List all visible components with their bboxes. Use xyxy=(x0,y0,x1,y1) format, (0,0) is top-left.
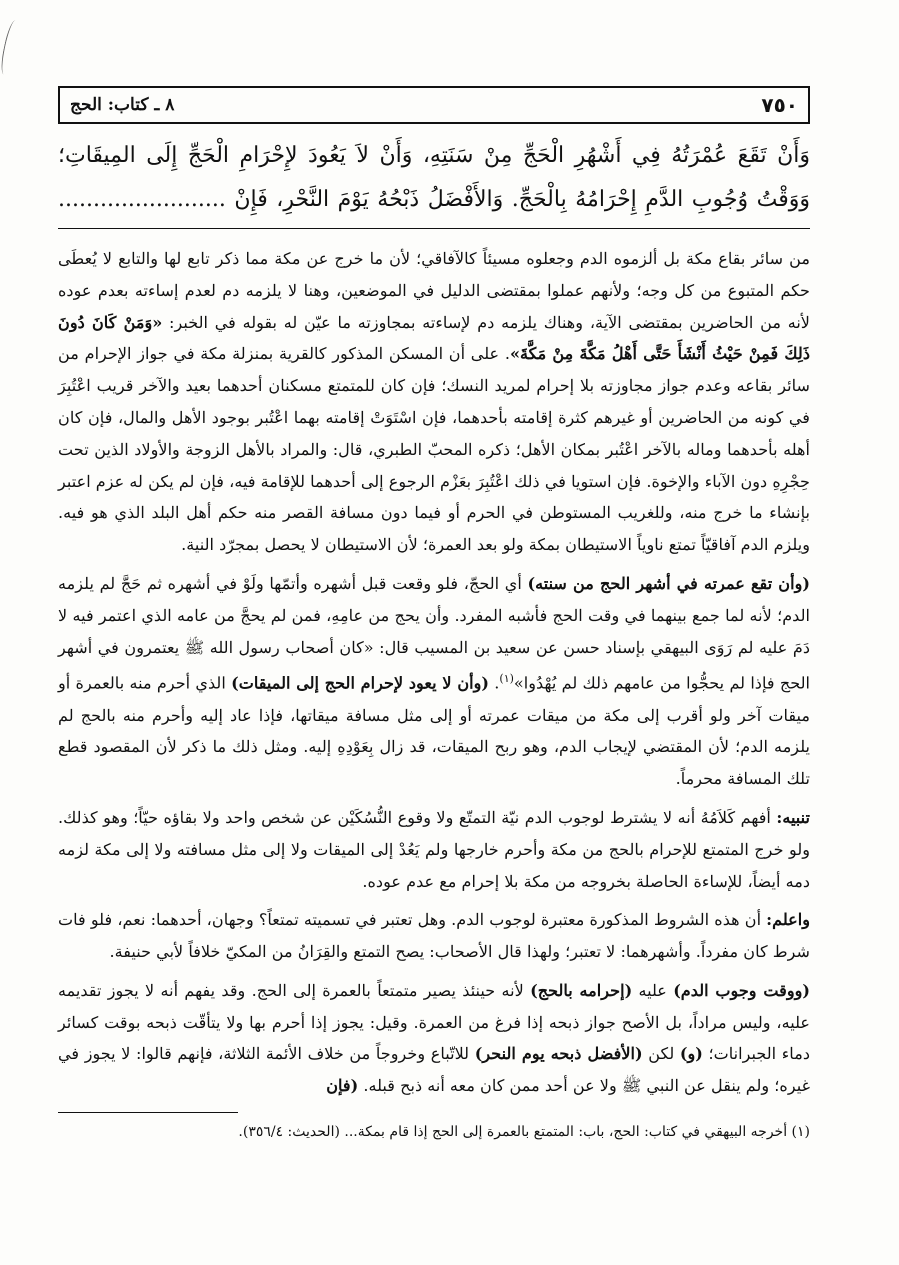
commentary-text: أي الحجّ، فلو وقعت قبل أشهره وأتمّها ولَوْ في أشهره ثم حَجَّ لم يلزمه الدم؛ لأنه لما جمع بينهما في وقت الحج فأشبه المفرد. وأن يحج من عامِهِ، فمن لم يحجَّ من عامه الذي اعتمر فيه لا دَمَ عليه لم رَوَى البيهقي بإسناد حسن عن سعيد بن المسيب قال: «كان أصحاب رسول الله ﷺ يعتمرون في أشهر الحج فإذا لم يحجُّوا من عامهم ذلك لم يُهْدُوا» xyxy=(58,573,811,693)
page-number: ٧٥٠ xyxy=(761,93,798,117)
commentary-text: أن هذه الشروط المذكورة معتبرة لوجوب الدم. وهل تعتبر في تسميته تمتعاً؟ وجهان، أحدهما: نعم، فلو فات شرط كان مفرداً. وأشهرهما: لا تعتبر؛ ولهذا قال الأصحاب: يصح التمتع والقِرَانُ من المكيّ خلافاً لأبي حنيفة. xyxy=(58,910,810,962)
quoted-matn-text: (وأن لا يعود لإحرام الحج إلى الميقات) xyxy=(231,673,489,693)
matn-text: وَأَنْ تَقَعَ عُمْرَتُهُ فِي أَشْهُرِ الْحَجِّ مِنْ سَنَتِهِ، وَأَنْ لاَ يَعُودَ لإِحْرَامِ الْحَجِّ إِلَى المِيقَاتِ؛ وَوَقْتُ وُجُوبِ الدَّمِ إِحْرَامُهُ بِالْحَجِّ. وَالأَفْضَلُ ذَبْحُهُ يَوْمَ النَّحْرِ، فَإِنْ ........................ xyxy=(58,143,810,212)
book-page xyxy=(58,86,810,1145)
commentary-text: لكن xyxy=(642,1044,680,1064)
commentary-text: . على أن المسكن المذكور كالقرية بمنزلة مكة في جواز الإحرام من سائر بقاعه وعدم جواز مجاوزته بلا إحرام لمريد النسك؛ فإن كان للمتمتع مسكنان أحدهما بعيد والآخر قريب اعْتُبِرَ في كونه من الحاضرين أو غيرهم كثرة إقامته بأحدهما، فإن اسْتَوَتْ إقامته بهما اعْتُبر بوجود الأهل والمال، فإن كان أهله بأحدهما وماله بالآخر اعْتُبر بمكان الأهل؛ ذكره المحبّ الطبري، قال: والمراد بالأهل الزوجة والأولاد الذين تحت حِجْرِهِ دون الآباء والإخوة. فإن استويا في ذلك اعْتُبِرَ بعَزْم الرجوع إلى أحدهما للإقامة فيه، فإن لم يكن له عزم اعتبر بإنشاء ما خرج منه، وللغريب المستوطن في الحرم أو فيما دون مسافة القصر منه حكم أهل البلد الذي هو فيه. ويلزم الدم آفاقيّاً تمتع ناوياً الاستيطان بمكة ولو بعد العمرة؛ لأن الاستيطان لا يحصل بمجرّد النية. xyxy=(58,344,810,555)
footnote: (١) أخرجه البيهقي في كتاب: الحج، باب: المتمتع بالعمرة إلى الحج إذا قام بمكة... (الحديث: ٣٥٦/٤). xyxy=(238,1124,810,1141)
commentary-text: . xyxy=(489,673,500,693)
quoted-matn-text: «وَمَنْ كَانَ دُونَ ذَلِكَ فَمِنْ حَيْثُ أَنْشَأَ حَتَّى أَهْلُ مَكَّةَ مِنْ مَكَّةَ» xyxy=(58,312,810,364)
footnote-divider xyxy=(58,1112,238,1113)
quoted-matn-text: (فإن xyxy=(326,1076,359,1096)
commentary-body xyxy=(58,243,810,1102)
page-header xyxy=(58,86,810,124)
commentary-paragraph xyxy=(58,975,810,1102)
quoted-matn-text: (ووقت وجوب الدم) xyxy=(673,980,810,1000)
commentary-paragraph xyxy=(58,243,810,561)
commentary-paragraph xyxy=(58,904,810,968)
commentary-text: للاتّباع وخروجاً من خلاف الأئمة الثلاثة، فإنهم قالوا: لا يجوز في غيره؛ ولم ينقل عن النبي ﷺ ولا عن أحد ممن كان معه أنه ذبح قبله. xyxy=(58,1044,810,1096)
commentary-text: عليه xyxy=(632,980,674,1000)
footnote-ref: (١) xyxy=(499,672,514,686)
commentary-text: لأنه حينئذ يصير متمتعاً بالعمرة إلى الحج. وقد يفهم أنه لا يجوز تقديمه عليه، وليس مراداً، بل الأصح جواز ذبحه إذا فرغ من العمرة. وقيل: يجوز إذا أحرم بها ولا يتأقّت ذبحه بوقت كسائر دماء الجبرانات؛ xyxy=(58,980,810,1064)
matn-divider xyxy=(58,228,810,229)
commentary-paragraph xyxy=(58,802,810,897)
quoted-matn-text: تنبيه: xyxy=(776,807,810,827)
quoted-matn-text: واعلم: xyxy=(766,910,810,930)
margin-pen-stroke xyxy=(0,19,21,75)
commentary-text: من سائر بقاع مكة بل ألزموه الدم وجعلوه مسيئاً كالآفاقي؛ لأن ما خرج عن مكة مما ذكر تابع لها والتابع لا يُعطَى حكم المتبوع من كل وجه؛ ولأنهم عملوا بمقتضى الدليل في الموضعين، وهنا لا يلزمه دم لعدم إساءته بعدم عوده لأنه من الحاضرين بمقتضى الآية، وهناك يلزمه دم لإساءته بمجاوزته ما عيّن له بقوله في الخبر: xyxy=(58,249,810,332)
commentary-text: أفهم كَلاَمُهُ أنه لا يشترط لوجوب الدم نيّة التمتّع ولا وقوع النُّسُكَيْن عن شخص واحد ولا بقاؤه حيّاً؛ وهو كذلك. ولو خرج المتمتع للإحرام بالحج من مكة وأحرم خارجها ولم يَعُدْ إلى الميقات ولا إلى مثل مسافته ولا إلى مكة لزمه دمه أيضاً، للإساءة الحاصلة بخروجه من مكة بلا إحرام مع عدم عوده. xyxy=(58,807,810,891)
chapter-title: ٨ ـ كتاب: الحج xyxy=(70,95,175,115)
quoted-matn-text: (إحرامه بالحج) xyxy=(530,980,633,1000)
quoted-matn-text: (وأن تقع عمرته في أشهر الحج من سنته) xyxy=(527,573,810,593)
quoted-matn-text: (و) xyxy=(679,1044,703,1064)
quoted-matn-text: (الأفضل ذبحه يوم النحر) xyxy=(474,1044,643,1064)
commentary-paragraph xyxy=(58,568,810,795)
commentary-text: الذي أحرم منه بالعمرة أو ميقات آخر ولو أقرب إلى مكة من ميقات عمرته أو إلى مثل مسافة ميقاتها، فإذا عاد إليه وأحرم منه بالحج لم يلزمه الدم؛ لأن المقتضي لإيجاب الدم، وهو ربح الميقات، قد زال بِعَوْدِهِ إليه. ومثل ذلك ما ذكر لأن المقصود قطع تلك المسافة محرماً. xyxy=(58,673,810,789)
